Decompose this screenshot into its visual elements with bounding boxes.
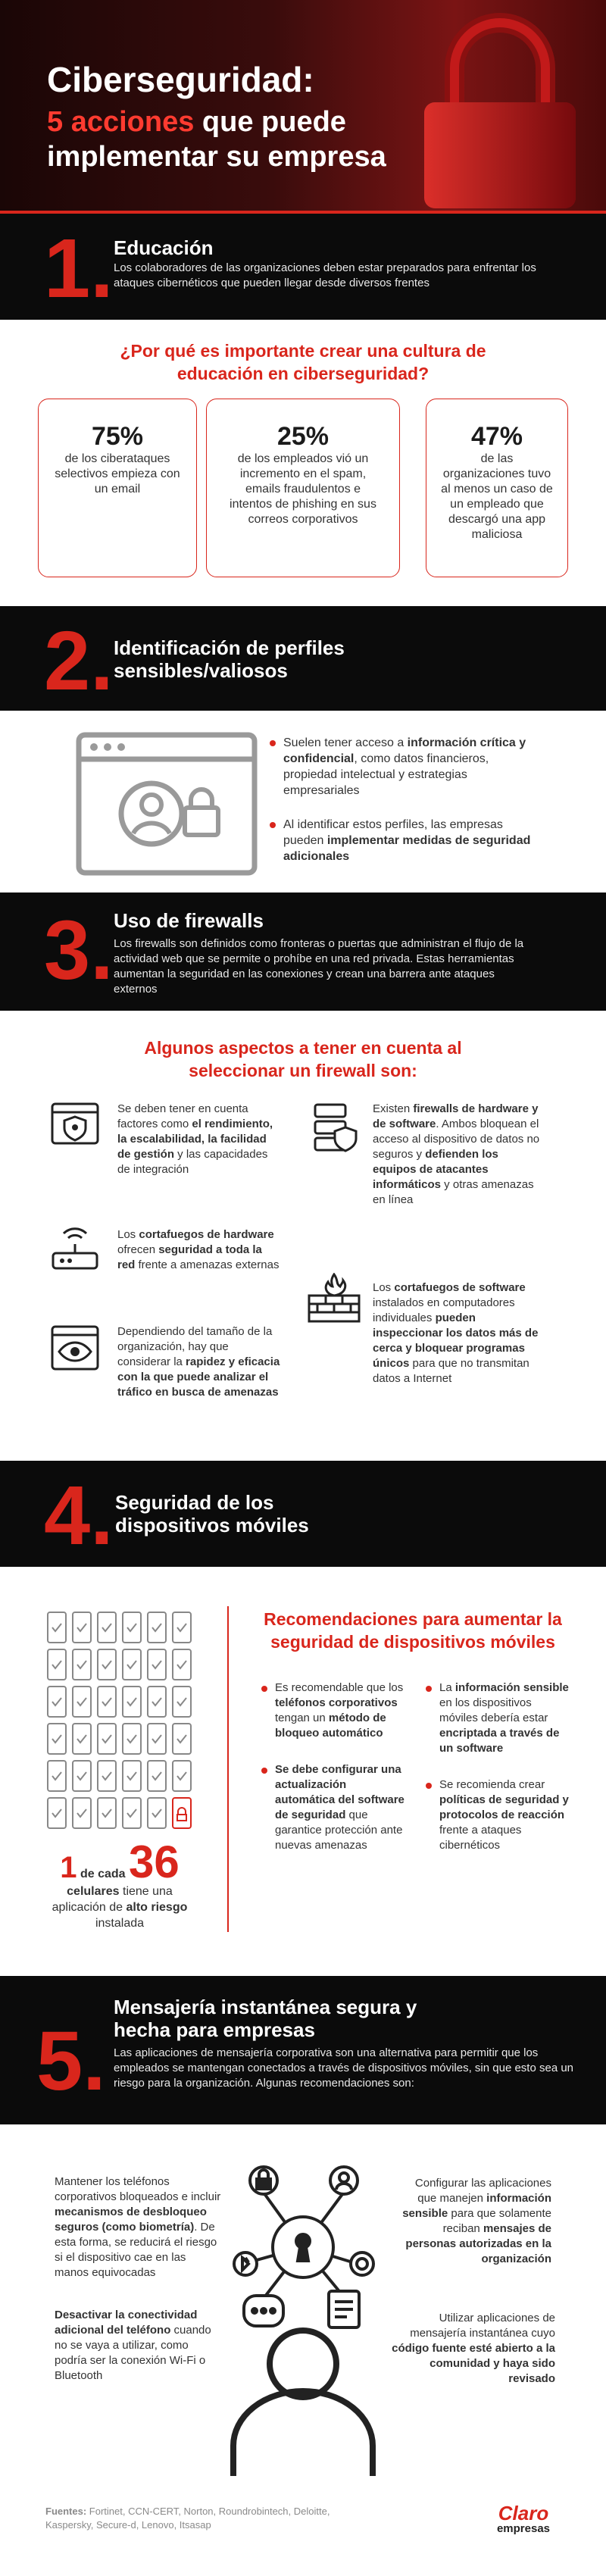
firewall-wall-icon [306,1273,362,1323]
section-1-band [0,214,606,320]
section-1-title: Educación [114,236,214,259]
phone-icon [98,1724,116,1754]
sources-footer: Fuentes: Fortinet, CCN-CERT, Norton, Roundrobintech, Deloitte, Kaspersky, Secure-d, Lenovo, Itsasap [45,2506,330,2531]
phone-icon [73,1798,91,1828]
list-item: Suelen tener acceso a información crítica y confidencial, como datos financieros, propiedad intelectual y estrategias empresariales [270,735,542,799]
phone-icon [148,1612,166,1643]
hero-title: Ciberseguridad: [47,60,314,99]
list-item: Al identificar estos perfiles, las empresas pueden implementar medidas de seguridad adicionales [270,817,542,864]
phone-icon [73,1649,91,1680]
claro-empresas-logo: Claro empresas [496,2502,551,2535]
firewall-point-1: Se deben tener en cuenta factores como el rendimiento, la escalabilidad, la facilidad de gestión y las capacidades de integración [117,1102,273,1176]
messaging-tip-1: Mantener los teléfonos corporativos bloqueados e incluir mecanismos de desbloqueo seguros (como biometría). De esta forma, se reducirá el riesgo si el dispositivo cae en las manos equivocadas [55,2175,221,2279]
stat-card-1: 75% de los ciberataques selectivos empieza con un email [38,399,197,577]
hero-subtitle: 5 acciones que puede implementar su empresa [47,106,386,173]
section-3-subheading: Algunos aspectos a tener en cuenta al seleccionar un firewall son: [144,1038,462,1080]
phone-icon [48,1761,66,1791]
stat-card-3: 47% de las organizaciones tuvo al menos un caso de un empleado que descargó una app maliciosa [426,399,568,577]
section-3-title: Uso de firewalls [114,909,264,932]
phone-icon [148,1649,166,1680]
risk-phone-icon [173,1798,191,1828]
list-item: Se debe configurar una actualización automática del software de seguridad que garantice protección ante nuevas amenazas [261,1762,405,1853]
padlock-icon [409,8,591,212]
section-5-band [0,1976,606,2124]
phone-icon [123,1761,141,1791]
phone-icon [98,1761,116,1791]
section-5-title: Mensajería instantánea segura y hecha para empresas [114,1996,417,2041]
section-4-divider [227,1606,229,1932]
messaging-tip-2: Desactivar la conectividad adicional del teléfono cuando no se vaya a utilizar, como podría ser la conexión Wi-Fi o Bluetooth [55,2309,211,2382]
section-1-number: 1. [44,222,114,315]
firewall-point-2: Los cortafuegos de hardware ofrecen seguridad a toda la red frente a amenazas externas [117,1228,280,1271]
phone-icon [123,1724,141,1754]
shield-browser-icon [50,1102,100,1147]
eye-monitor-icon [50,1324,100,1371]
messaging-tip-4: Utilizar aplicaciones de mensajería instantánea cuyo código fuente esté abierto a la comunidad y haya sido revisado [392,2312,555,2385]
section-3-number: 3. [44,904,114,997]
list-item: Es recomendable que los teléfonos corporativos tengan un método de bloqueo automático [261,1680,405,1741]
phone-icon [48,1649,66,1680]
section-4-title: Seguridad de los dispositivos móviles [115,1491,309,1537]
section-3-description: Los firewalls son definidos como fronteras o puertas que administran el flujo de la actividad web que se permite o prohíbe en una red privada. Estas herramientas aumentan la seguridad en las conexiones y crean una barrera ante ataques externos [114,937,524,996]
section-5-description: Las aplicaciones de mensajería corporativa son una alternativa para permitir que los empleados se mantengan conectados a través de dispositivos móviles, sin que esto sea un riesgo para la organización. Algunas recomendaciones son: [114,2046,574,2090]
list-item: Se recomienda crear políticas de seguridad y protocolos de reacción frente a ataques cibernéticos [426,1777,570,1853]
mobile-risk-stat: 1 de cada 36 celulares tiene una aplicación de alto riesgo instalada [52,1837,188,1930]
firewall-point-4: Existen firewalls de hardware y de software. Ambos bloquean el acceso al dispositivo de datos no seguros y defienden los equipos de atacantes informáticos y otras amenazas en línea [373,1102,540,1206]
messaging-tip-3: Configurar las aplicaciones que manejen información sensible para que solamente reciban mensajes de personas autorizadas en la organización [402,2177,551,2265]
list-item: La información sensible en los dispositivos móviles debería estar encriptada a través de un software [426,1680,570,1756]
phone-icon [73,1687,91,1717]
section-2-title: Identificación de perfiles sensibles/valiosos [114,636,345,682]
router-icon [50,1227,100,1273]
firewall-point-5: Los cortafuegos de software instalados en computadores individuales pueden inspeccionar los datos más de cerca y bloquear programas únicos para que no transmitan datos a Internet [373,1281,539,1385]
profile-lock-icon [76,732,258,876]
phone-icon [73,1612,91,1643]
phone-icon [123,1612,141,1643]
phone-icon [123,1798,141,1828]
phone-icon [173,1612,191,1643]
phone-icon [98,1649,116,1680]
phone-icon [123,1649,141,1680]
stat-card-2: 25% de los empleados vió un incremento en el spam, emails fraudulentos e intentos de phishing en sus correos corporativos [206,399,400,577]
phone-icon [173,1761,191,1791]
phone-icon [48,1612,66,1643]
section-2-bullets [270,735,542,883]
phone-icon [173,1724,191,1754]
section-3-band [0,893,606,1011]
phone-icon [98,1612,116,1643]
phone-icon [148,1724,166,1754]
phone-icon [48,1798,66,1828]
section-2-band [0,606,606,711]
section-4-band [0,1461,606,1567]
section-4-subheading: Recomendaciones para aumentar la seguridad de dispositivos móviles [264,1609,562,1652]
phone-icon [48,1724,66,1754]
server-shield-icon [312,1102,362,1155]
secure-user-network-icon [227,2150,379,2476]
section-2-number: 2. [44,614,114,708]
mobile-rec-col-1 [261,1680,405,1871]
phone-icon [98,1798,116,1828]
mobile-rec-col-2 [426,1680,570,1871]
phone-icon [123,1687,141,1717]
section-1-question: ¿Por qué es importante crear una cultura de educación en ciberseguridad? [120,341,486,383]
phone-icon [98,1687,116,1717]
section-5-number: 5. [36,2015,106,2108]
phone-icon [73,1724,91,1754]
section-1-description: Los colaboradores de las organizaciones deben estar preparados para enfrentar los ataques cibernéticos que pueden llegar desde diversos frentes [114,261,536,289]
phone-icon [148,1687,166,1717]
hero-banner [0,0,606,227]
section-4-number: 4. [44,1469,114,1562]
phone-icon [173,1649,191,1680]
firewall-point-3: Dependiendo del tamaño de la organización, hay que considerar la rapidez y eficacia con la que puede analizar el tráfico en busca de amenazas [117,1325,280,1399]
phone-icon [73,1761,91,1791]
phones-grid-icon [45,1610,197,1837]
phone-icon [148,1761,166,1791]
phone-icon [173,1687,191,1717]
phone-icon [148,1798,166,1828]
phone-icon [48,1687,66,1717]
